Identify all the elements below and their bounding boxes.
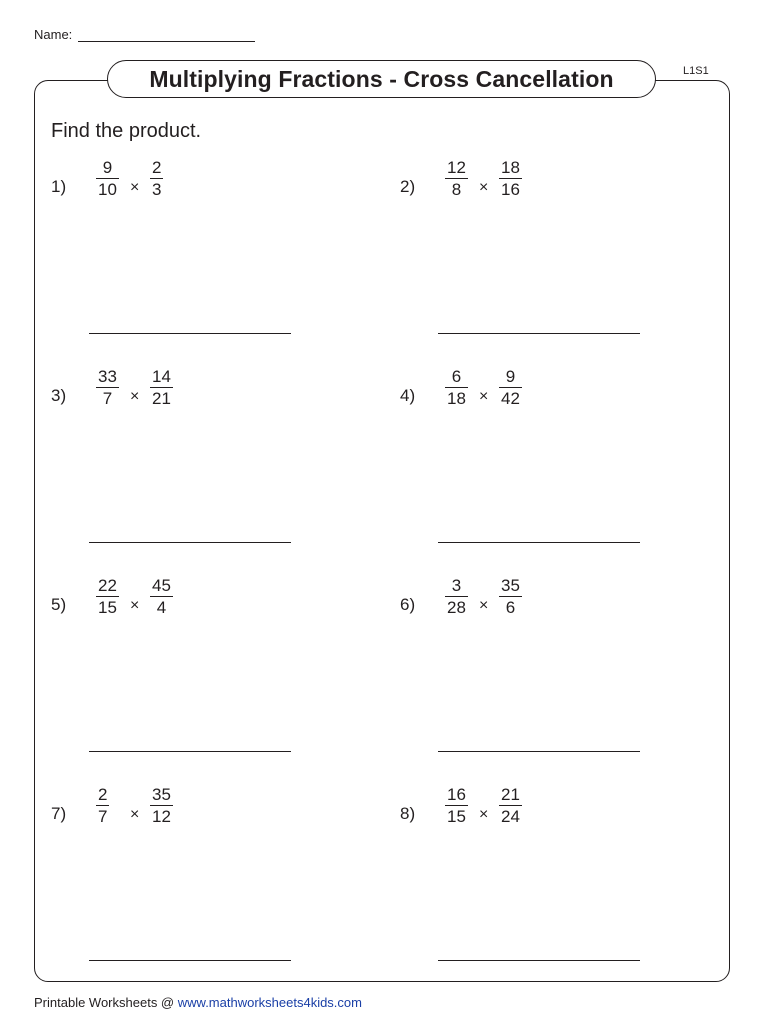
fraction-bar <box>499 387 522 388</box>
answer-line[interactable] <box>438 960 640 961</box>
multiply-sign: × <box>479 388 489 405</box>
problem-item <box>51 785 351 995</box>
answer-line[interactable] <box>438 333 640 334</box>
answer-line[interactable] <box>89 542 291 543</box>
problem-number: 5) <box>51 595 67 614</box>
numerator: 2 <box>152 158 162 177</box>
numerator: 45 <box>152 576 171 595</box>
fraction-bar <box>150 387 173 388</box>
denominator: 4 <box>156 598 167 617</box>
fraction-bar <box>499 596 522 597</box>
worksheet-title: Multiplying Fractions - Cross Cancellation <box>107 60 656 98</box>
numerator: 3 <box>451 576 462 595</box>
fraction-second <box>150 785 173 826</box>
fraction-bar <box>445 387 468 388</box>
numerator: 14 <box>152 367 171 386</box>
fraction-first <box>445 158 468 199</box>
fraction-first <box>96 785 109 826</box>
problem-number: 6) <box>400 595 416 614</box>
fraction-second <box>499 158 522 199</box>
multiply-sign: × <box>479 179 489 196</box>
numerator: 12 <box>447 158 466 177</box>
denominator: 12 <box>152 807 171 826</box>
answer-line[interactable] <box>89 960 291 961</box>
denominator: 15 <box>447 807 466 826</box>
numerator: 6 <box>451 367 462 386</box>
denominator: 3 <box>152 180 162 199</box>
name-row <box>34 24 255 42</box>
numerator: 18 <box>501 158 520 177</box>
denominator: 24 <box>501 807 520 826</box>
multiply-sign: × <box>130 806 140 823</box>
denominator: 10 <box>98 180 117 199</box>
fraction-first <box>445 785 468 826</box>
denominator: 16 <box>501 180 520 199</box>
fraction-bar <box>499 178 522 179</box>
fraction-bar <box>96 387 119 388</box>
fraction-bar <box>150 178 163 179</box>
fraction-first <box>96 367 119 408</box>
answer-line[interactable] <box>89 333 291 334</box>
numerator: 9 <box>102 158 113 177</box>
problem-item <box>400 785 700 995</box>
name-label: Name: <box>34 27 73 42</box>
fraction-second <box>499 576 522 617</box>
multiply-sign: × <box>130 597 140 614</box>
denominator: 7 <box>102 389 113 408</box>
problem-number: 4) <box>400 386 416 405</box>
footer-prefix: Printable Worksheets @ <box>34 995 178 1010</box>
problem-number: 1) <box>51 177 67 196</box>
fraction-second <box>499 367 522 408</box>
numerator: 9 <box>505 367 516 386</box>
fraction-first <box>96 576 119 617</box>
multiply-sign: × <box>479 597 489 614</box>
problem-item <box>400 576 700 786</box>
fraction-bar <box>96 596 119 597</box>
denominator: 15 <box>98 598 117 617</box>
footer-link[interactable]: www.mathworksheets4kids.com <box>177 995 362 1010</box>
problem-item <box>51 576 351 786</box>
denominator: 28 <box>447 598 466 617</box>
fraction-bar <box>150 596 173 597</box>
denominator: 18 <box>447 389 466 408</box>
numerator: 16 <box>447 785 466 804</box>
problem-item <box>51 158 351 368</box>
denominator: 21 <box>152 389 171 408</box>
multiply-sign: × <box>479 806 489 823</box>
problem-item <box>400 367 700 577</box>
fraction-bar <box>445 805 468 806</box>
name-field[interactable] <box>78 24 255 42</box>
answer-line[interactable] <box>438 751 640 752</box>
fraction-first <box>445 576 468 617</box>
fraction-bar <box>445 596 468 597</box>
numerator: 2 <box>98 785 108 804</box>
multiply-sign: × <box>130 388 140 405</box>
fraction-first <box>445 367 468 408</box>
fraction-bar <box>150 805 173 806</box>
fraction-first <box>96 158 119 199</box>
footer <box>34 995 362 1010</box>
numerator: 33 <box>98 367 117 386</box>
problem-number: 2) <box>400 177 416 196</box>
denominator: 8 <box>451 180 462 199</box>
fraction-second <box>150 576 173 617</box>
numerator: 22 <box>98 576 117 595</box>
instructions: Find the product. <box>51 120 202 142</box>
answer-line[interactable] <box>89 751 291 752</box>
numerator: 35 <box>152 785 171 804</box>
fraction-bar <box>96 178 119 179</box>
problem-item <box>51 367 351 577</box>
answer-line[interactable] <box>438 542 640 543</box>
numerator: 21 <box>501 785 520 804</box>
problem-item <box>400 158 700 368</box>
problem-number: 3) <box>51 386 67 405</box>
fraction-bar <box>499 805 522 806</box>
fraction-second <box>499 785 522 826</box>
problem-number: 7) <box>51 804 67 823</box>
fraction-bar <box>96 805 109 806</box>
fraction-second <box>150 158 163 199</box>
denominator: 7 <box>98 807 108 826</box>
fraction-bar <box>445 178 468 179</box>
numerator: 35 <box>501 576 520 595</box>
level-code: L1S1 <box>683 65 709 77</box>
problem-number: 8) <box>400 804 416 823</box>
denominator: 42 <box>501 389 520 408</box>
fraction-second <box>150 367 173 408</box>
multiply-sign: × <box>130 179 140 196</box>
denominator: 6 <box>505 598 516 617</box>
